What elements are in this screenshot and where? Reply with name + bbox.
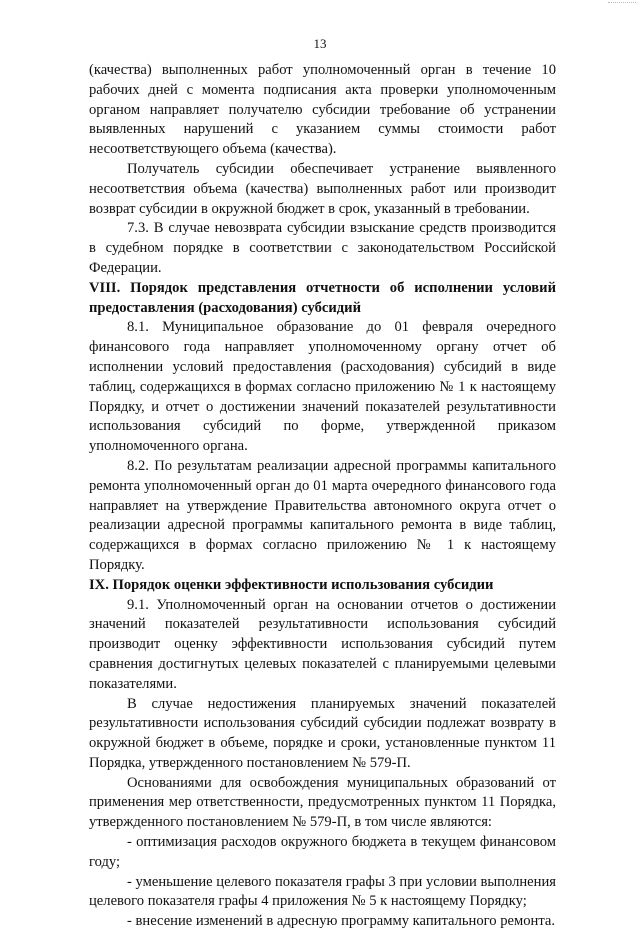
paragraph-7-3: 7.3. В случае невозврата субсидии взыскание средств производится в судебном порядке в соответствии с законодательством Российской Федерации. xyxy=(89,220,556,276)
paragraph-recipient-obligation: Получатель субсидии обеспечивает устранение выявленного несоответствия объема (качества) выполненных работ или производит возврат субсидии в окружной бюджет в срок, указанный в требовании. xyxy=(89,160,556,217)
list-item-target-reduction: - уменьшение целевого показателя графы 3 при условии выполнения целевого показателя графы 4 приложения № 5 к настоящему Порядку; xyxy=(89,873,556,910)
paragraph-8-1: 8.1. Муниципальное образование до 01 февраля очередного финансового года направляет уполномоченному органу отчет об исполнении условий предоставления (расходования) субсидий в виде таблиц, содержащихся в формах согласно приложению № 1 к настоящему Порядку, и отчет о достижении значений показателей результативности использования субсидий по форме, утвержденной приказом уполномоченного органа. xyxy=(89,319,556,455)
section-heading-viii: VIII. Порядок представления отчетности об исполнении условий предоставления (расходования) субсидий xyxy=(89,279,556,316)
scan-corner-mark xyxy=(608,2,636,9)
list-item-budget-optimization: - оптимизация расходов окружного бюджета в текущем финансовом году; xyxy=(89,834,556,870)
section-heading-ix: IX. Порядок оценки эффективности использования субсидии xyxy=(89,576,494,593)
paragraph-8-2: 8.2. По результатам реализации адресной программы капитального ремонта уполномоченный орган до 01 марта очередного финансового года направляет на утверждение Правительства автономного округа отчет о реализации адресной программы капитального ремонта в виде таблиц, содержащихся в формах согласно приложению № 1 к настоящему Порядку. xyxy=(89,457,556,573)
paragraph-quality-requirement: (качества) выполненных работ уполномоченный орган в течение 10 рабочих дней с момента подписания акта проверки уполномоченным органом направляет получателю субсидии требование об устранении выявленных нарушений с указанием суммы стоимости работ несоответствующего объема (качества). xyxy=(89,62,556,158)
list-item-program-changes: - внесение изменений в адресную программу капитального ремонта. xyxy=(127,913,556,930)
page-number: 13 xyxy=(313,36,327,51)
paragraph-exemption-grounds: Основаниями для освобождения муниципальных образований от применения мер ответственности, предусмотренных пунктом 11 Порядка, утвержденного постановлением № 579-П, в том числе являются: xyxy=(89,774,556,831)
document-body xyxy=(89,61,556,932)
paragraph-non-achievement: В случае недостижения планируемых значений показателей результативности использования субсидий субсидии подлежат возврату в окружной бюджет в объеме, порядке и сроки, установленные пунктом 11 Порядка, утвержденного постановлением № 579-П. xyxy=(89,695,556,771)
paragraph-9-1: 9.1. Уполномоченный орган на основании отчетов о достижении значений показателей результативности использования субсидий производит оценку эффективности использования субсидий путем сравнения достигнутых целевых показателей с планируемыми целевыми показателями. xyxy=(89,596,556,692)
